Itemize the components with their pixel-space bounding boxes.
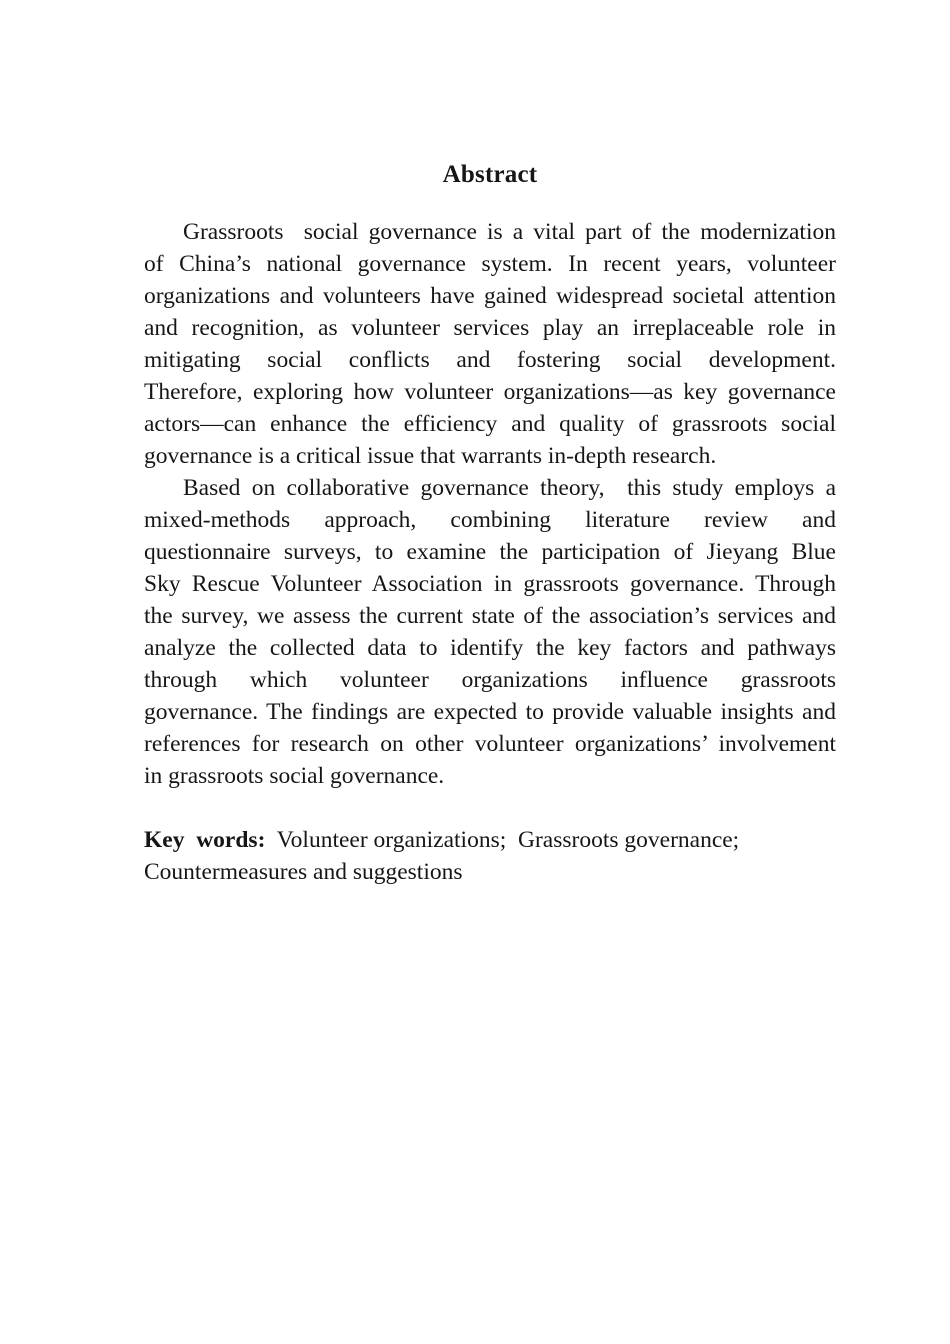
paragraph bbox=[144, 216, 836, 472]
text-line: references for research on other volunteer organizations’ involvement bbox=[144, 731, 836, 757]
keywords-line-1 bbox=[144, 824, 836, 856]
text-line: Therefore, exploring how volunteer organizations—as key governance bbox=[144, 379, 836, 405]
text-line: governance. The findings are expected to provide valuable insights and bbox=[144, 699, 836, 725]
keywords-block bbox=[144, 824, 836, 888]
keywords-text: Volunteer organizations; Grassroots governance; bbox=[265, 827, 740, 853]
text-line: in grassroots social governance. bbox=[144, 763, 445, 789]
text-line: through which volunteer organizations influence grassroots bbox=[144, 667, 836, 693]
text-line: Based on collaborative governance theory, this study employs a bbox=[183, 475, 836, 501]
text-line: and recognition, as volunteer services play an irreplaceable role in bbox=[144, 315, 836, 341]
text-line: organizations and volunteers have gained widespread societal attention bbox=[144, 283, 836, 309]
text-line: analyze the collected data to identify the key factors and pathways bbox=[144, 635, 836, 661]
keywords-line-2: Countermeasures and suggestions bbox=[144, 859, 463, 885]
page-title: Abstract bbox=[442, 161, 538, 188]
paragraph bbox=[144, 472, 836, 792]
text-line: mitigating social conflicts and fostering social development. bbox=[144, 347, 836, 373]
text-line: mixed-methods approach, combining literature review and bbox=[144, 507, 836, 533]
abstract-paragraphs bbox=[144, 216, 836, 792]
text-line: Sky Rescue Volunteer Association in grassroots governance. Through bbox=[144, 571, 836, 597]
abstract-body bbox=[144, 216, 836, 888]
text-line: the survey, we assess the current state of the association’s services and bbox=[144, 603, 836, 629]
text-line: questionnaire surveys, to examine the participation of Jieyang Blue bbox=[144, 539, 836, 565]
keywords-label: Key words: bbox=[144, 827, 266, 853]
text-line: of China’s national governance system. In recent years, volunteer bbox=[144, 251, 836, 277]
text-line: Grassroots social governance is a vital part of the modernization bbox=[183, 219, 836, 245]
text-line: governance is a critical issue that warrants in-depth research. bbox=[144, 443, 717, 469]
text-line: actors—can enhance the efficiency and quality of grassroots social bbox=[144, 411, 836, 437]
